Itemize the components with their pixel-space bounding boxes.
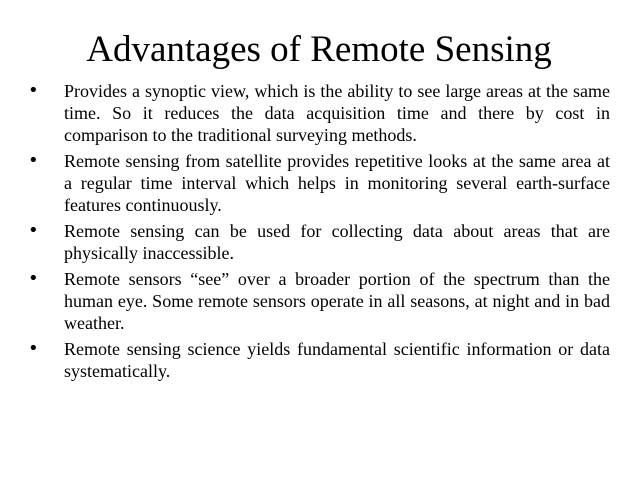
bullet-text-5: Remote sensing science yields fundamental scientific information or data systematically. <box>64 339 610 381</box>
bullet-item-1 <box>28 80 610 146</box>
bullet-text-1: Provides a synoptic view, which is the ability to see large areas at the same time. So it reduces the data acquisition time and there by cost in comparison to the traditional surveying methods. <box>64 81 610 145</box>
bullet-list <box>28 80 610 386</box>
bullet-icon: • <box>28 268 39 289</box>
bullet-item-3 <box>28 220 610 264</box>
bullet-item-2 <box>28 150 610 216</box>
bullet-icon: • <box>28 338 39 359</box>
bullet-item-5 <box>28 338 610 382</box>
bullet-text-3: Remote sensing can be used for collecting data about areas that are physically inaccessible. <box>64 221 610 263</box>
bullet-icon: • <box>28 220 39 241</box>
bullet-item-4 <box>28 268 610 334</box>
bullet-text-2: Remote sensing from satellite provides repetitive looks at the same area at a regular time interval which helps in monitoring several earth-surface features continuously. <box>64 151 610 215</box>
slide-title: Advantages of Remote Sensing <box>86 29 552 70</box>
bullet-icon: • <box>28 80 39 101</box>
bullet-text-4: Remote sensors “see” over a broader portion of the spectrum than the human eye. Some remote sensors operate in all seasons, at night and in bad weather. <box>64 269 610 333</box>
bullet-icon: • <box>28 150 39 171</box>
